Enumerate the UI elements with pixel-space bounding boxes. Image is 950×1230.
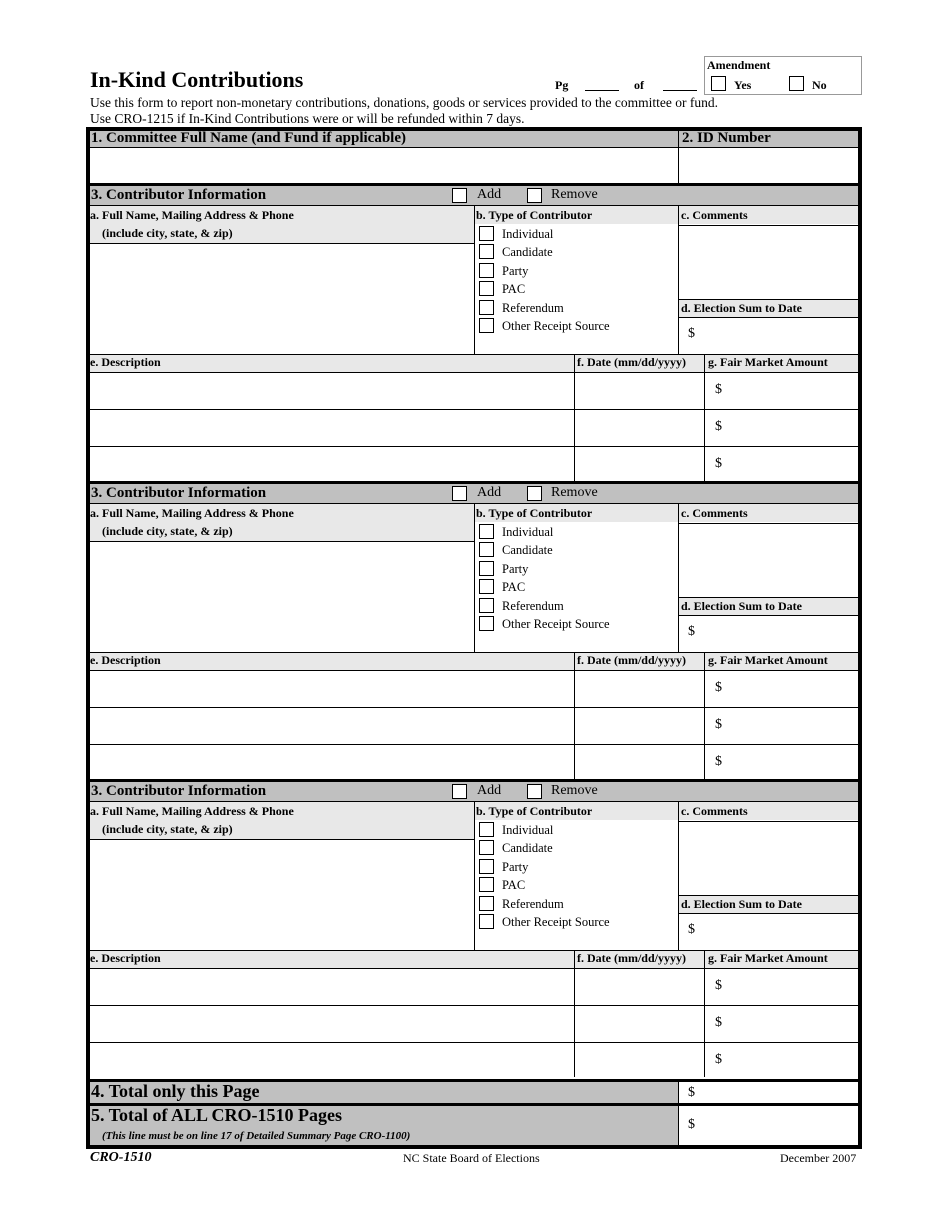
contributor-1-name-address-field[interactable] (90, 244, 474, 354)
election-sum-label: d. Election Sum to Date (681, 301, 802, 315)
contributor-1-type-checkbox-4[interactable] (479, 300, 494, 315)
contributor-type-label: b. Type of Contributor (476, 506, 593, 520)
contributor-2-type-checkbox-3[interactable] (479, 579, 494, 594)
contributor-1-description-field-1[interactable] (90, 410, 574, 445)
contributor-3-description-field-2[interactable] (90, 1043, 574, 1078)
date-label: f. Date (mm/dd/yyyy) (577, 653, 686, 667)
all-total-label: 5. Total of ALL CRO-1510 Pages (91, 1105, 343, 1125)
contributor-type-option: PAC (502, 580, 526, 595)
contributor-2-name-address-field[interactable] (90, 542, 474, 652)
contributor-2-fair-market-field-1[interactable] (727, 708, 857, 743)
contributor-type-option: Candidate (502, 543, 553, 558)
election-sum-label: d. Election Sum to Date (681, 897, 802, 911)
page-label: Pg (555, 78, 569, 92)
divider (474, 503, 475, 653)
contributor-2-remove-checkbox[interactable] (527, 486, 542, 501)
contributor-1-type-checkbox-3[interactable] (479, 281, 494, 296)
fair-market-currency: $ (715, 419, 722, 434)
contributor-3-comments-field[interactable] (679, 822, 858, 895)
contributor-3-type-checkbox-3[interactable] (479, 877, 494, 892)
contributor-type-option: Candidate (502, 841, 553, 856)
description-label: e. Description (90, 951, 161, 965)
contributor-2-type-checkbox-5[interactable] (479, 616, 494, 631)
contributor-3-date-field-1[interactable] (575, 1006, 704, 1041)
contributor-1-type-checkbox-0[interactable] (479, 226, 494, 241)
instruction-line-2: Use CRO-1215 if In-Kind Contributions were or will be refunded within 7 days. (90, 111, 525, 126)
contributor-3-name-address-field[interactable] (90, 840, 474, 950)
comments-label: c. Comments (681, 506, 748, 520)
election-sum-label: d. Election Sum to Date (681, 599, 802, 613)
fair-market-currency: $ (715, 680, 722, 695)
contributor-1-election-sum-field[interactable] (700, 318, 856, 354)
all-total-note: (This line must be on line 17 of Detailed Summary Page CRO-1100) (102, 1130, 411, 1142)
contributor-2-date-field-1[interactable] (575, 708, 704, 743)
divider (474, 205, 475, 355)
contributor-type-option: Referendum (502, 896, 564, 911)
contributor-3-type-checkbox-4[interactable] (479, 896, 494, 911)
contributor-1-fair-market-field-2[interactable] (727, 447, 857, 482)
contributor-section-title: 3. Contributor Information (91, 783, 267, 799)
page-total-field[interactable] (700, 1083, 856, 1102)
page-count-field[interactable] (663, 90, 697, 91)
contributor-2-type-checkbox-4[interactable] (479, 598, 494, 613)
remove-label: Remove (551, 783, 598, 798)
name-address-sublabel: (include city, state, & zip) (102, 822, 233, 836)
contributor-1-date-field-2[interactable] (575, 447, 704, 482)
description-label: e. Description (90, 653, 161, 667)
name-address-sublabel: (include city, state, & zip) (102, 226, 233, 240)
description-label: e. Description (90, 355, 161, 369)
divider (704, 950, 705, 1077)
amendment-no-label: No (812, 78, 827, 92)
name-address-sublabel: (include city, state, & zip) (102, 524, 233, 538)
contributor-type-option: PAC (502, 878, 526, 893)
divider (474, 801, 475, 951)
contributor-3-election-sum-field[interactable] (700, 914, 856, 950)
fair-market-currency: $ (715, 382, 722, 397)
fair-market-currency: $ (715, 754, 722, 769)
contributor-type-option: Other Receipt Source (502, 915, 610, 929)
contributor-2-date-field-2[interactable] (575, 745, 704, 780)
amendment-label: Amendment (707, 58, 771, 72)
contributor-2-comments-field[interactable] (679, 524, 858, 597)
contributor-2-fair-market-field-2[interactable] (727, 745, 857, 780)
contributor-1-remove-checkbox[interactable] (527, 188, 542, 203)
id-number-field[interactable] (679, 148, 858, 184)
divider (704, 652, 705, 779)
contributor-3-remove-checkbox[interactable] (527, 784, 542, 799)
remove-label: Remove (551, 485, 598, 500)
committee-name-field[interactable] (90, 148, 678, 184)
contributor-type-option: Individual (502, 227, 554, 241)
contributor-type-option: PAC (502, 282, 526, 297)
contributor-2-date-field-0[interactable] (575, 671, 704, 706)
contributor-type-option: Other Receipt Source (502, 617, 610, 631)
election-sum-currency: $ (688, 922, 695, 937)
contributor-2-type-checkbox-2[interactable] (479, 561, 494, 576)
name-address-label: a. Full Name, Mailing Address & Phone (90, 506, 294, 520)
contributor-type-label: b. Type of Contributor (476, 804, 593, 818)
fair-market-currency: $ (715, 1015, 722, 1030)
contributor-type-option: Candidate (502, 245, 553, 260)
divider (678, 131, 679, 185)
fair-market-label: g. Fair Market Amount (708, 951, 828, 965)
name-address-label: a. Full Name, Mailing Address & Phone (90, 208, 294, 222)
contributor-1-date-field-0[interactable] (575, 373, 704, 408)
amendment-yes-checkbox[interactable] (711, 76, 726, 91)
contributor-1-fair-market-field-0[interactable] (727, 373, 857, 408)
election-sum-currency: $ (688, 624, 695, 639)
amendment-yes-label: Yes (734, 78, 752, 92)
page-total-currency: $ (688, 1085, 695, 1100)
fair-market-label: g. Fair Market Amount (708, 653, 828, 667)
fair-market-label: g. Fair Market Amount (708, 355, 828, 369)
contributor-1-description-field-0[interactable] (90, 373, 574, 408)
contributor-type-option: Individual (502, 823, 554, 837)
add-label: Add (477, 187, 502, 202)
fair-market-currency: $ (715, 1052, 722, 1067)
add-label: Add (477, 485, 502, 500)
contributor-2-description-field-0[interactable] (90, 671, 574, 706)
all-total-field[interactable] (700, 1107, 856, 1145)
committee-name-label: 1. Committee Full Name (and Fund if applicable) (91, 130, 406, 146)
all-total-currency: $ (688, 1117, 695, 1132)
contributor-2-type-checkbox-1[interactable] (479, 542, 494, 557)
contributor-1-comments-field[interactable] (679, 226, 858, 299)
contributor-1-date-field-1[interactable] (575, 410, 704, 445)
date-label: f. Date (mm/dd/yyyy) (577, 951, 686, 965)
amendment-no-checkbox[interactable] (789, 76, 804, 91)
contributor-type-option: Party (502, 859, 529, 874)
contributor-2-type-checkbox-0[interactable] (479, 524, 494, 539)
contributor-3-type-checkbox-5[interactable] (479, 914, 494, 929)
contributor-3-description-field-1[interactable] (90, 1006, 574, 1041)
date-label: f. Date (mm/dd/yyyy) (577, 355, 686, 369)
contributor-1-fair-market-field-1[interactable] (727, 410, 857, 445)
contributor-2-election-sum-field[interactable] (700, 616, 856, 652)
contributor-3-add-checkbox[interactable] (452, 784, 467, 799)
contributor-3-type-checkbox-1[interactable] (479, 840, 494, 855)
name-address-label: a. Full Name, Mailing Address & Phone (90, 804, 294, 818)
contributor-2-description-field-2[interactable] (90, 745, 574, 780)
contributor-1-add-checkbox[interactable] (452, 188, 467, 203)
contributor-type-option: Party (502, 561, 529, 576)
divider (678, 1082, 679, 1146)
contributor-1-description-field-2[interactable] (90, 447, 574, 482)
contributor-type-option: Referendum (502, 598, 564, 613)
page-number-field[interactable] (585, 90, 619, 91)
contributor-type-option: Referendum (502, 300, 564, 315)
agency-name: NC State Board of Elections (403, 1151, 540, 1165)
contributor-section-title: 3. Contributor Information (91, 187, 267, 203)
contributor-1-type-checkbox-5[interactable] (479, 318, 494, 333)
of-label: of (634, 78, 644, 92)
form-title: In-Kind Contributions (90, 67, 304, 92)
contributor-3-fair-market-field-2[interactable] (727, 1043, 857, 1078)
contributor-type-option: Party (502, 263, 529, 278)
contributor-3-type-checkbox-0[interactable] (479, 822, 494, 837)
contributor-type-option: Individual (502, 525, 554, 539)
comments-label: c. Comments (681, 804, 748, 818)
contributor-1-type-checkbox-2[interactable] (479, 263, 494, 278)
election-sum-currency: $ (688, 326, 695, 341)
divider (704, 354, 705, 481)
fair-market-currency: $ (715, 456, 722, 471)
contributor-type-label: b. Type of Contributor (476, 208, 593, 222)
contributor-2-add-checkbox[interactable] (452, 486, 467, 501)
contributor-3-fair-market-field-0[interactable] (727, 969, 857, 1004)
contributor-3-date-field-2[interactable] (575, 1043, 704, 1078)
contributor-1-type-checkbox-1[interactable] (479, 244, 494, 259)
add-label: Add (477, 783, 502, 798)
fair-market-currency: $ (715, 717, 722, 732)
contributor-type-option: Other Receipt Source (502, 319, 610, 333)
comments-label: c. Comments (681, 208, 748, 222)
id-number-label: 2. ID Number (682, 130, 771, 146)
form-id: CRO-1510 (90, 1150, 152, 1165)
contributor-3-date-field-0[interactable] (575, 969, 704, 1004)
remove-label: Remove (551, 187, 598, 202)
contributor-section-title: 3. Contributor Information (91, 485, 267, 501)
contributor-3-fair-market-field-1[interactable] (727, 1006, 857, 1041)
contributor-2-description-field-1[interactable] (90, 708, 574, 743)
instruction-line-1: Use this form to report non-monetary contributions, donations, goods or services provided to the committee or fund. (90, 95, 719, 110)
contributor-3-type-checkbox-2[interactable] (479, 859, 494, 874)
fair-market-currency: $ (715, 978, 722, 993)
contributor-3-description-field-0[interactable] (90, 969, 574, 1004)
contributor-2-fair-market-field-0[interactable] (727, 671, 857, 706)
page-total-label: 4. Total only this Page (91, 1081, 260, 1101)
form-date: December 2007 (780, 1151, 857, 1165)
